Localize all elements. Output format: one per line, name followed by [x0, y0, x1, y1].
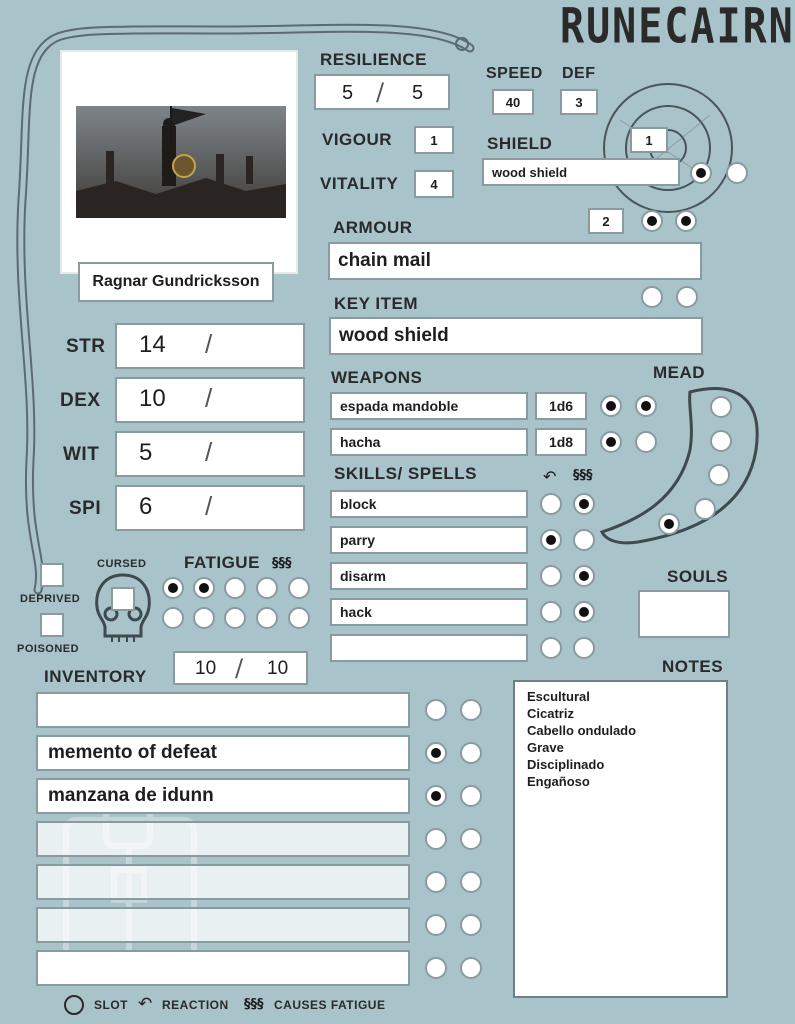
- inventory-capacity[interactable]: [173, 651, 308, 685]
- portrait-frame: [60, 50, 298, 274]
- skill-name-1[interactable]: block: [330, 490, 528, 518]
- mead-label: MEAD: [653, 363, 706, 382]
- stat-slash: /: [205, 329, 213, 359]
- legend-slot-icon: [64, 995, 84, 1015]
- legend-slot-label: SLOT: [94, 998, 128, 1012]
- souls-value[interactable]: [638, 590, 730, 638]
- weapon-name-1[interactable]: espada mandoble: [330, 392, 528, 420]
- skill-2-fatigue[interactable]: [573, 529, 595, 551]
- inventory-3-slot-2[interactable]: [460, 785, 482, 807]
- fatigue-1-4[interactable]: [256, 577, 278, 599]
- notes-line: Escultural: [527, 689, 590, 704]
- stat-label-str: STR: [66, 336, 106, 357]
- key-item-name[interactable]: wood shield: [329, 317, 703, 355]
- resilience-slash: /: [376, 78, 385, 106]
- def-value[interactable]: 3: [560, 89, 598, 115]
- vitality-value[interactable]: 4: [414, 170, 454, 198]
- skill-name-4[interactable]: hack: [330, 598, 528, 626]
- cursed-checkbox[interactable]: [111, 587, 135, 611]
- speed-value[interactable]: 40: [492, 89, 534, 115]
- inventory-item-7[interactable]: [36, 950, 410, 986]
- inventory-7-slot-2[interactable]: [460, 957, 482, 979]
- resilience-box[interactable]: [314, 74, 450, 110]
- skill-3-reaction[interactable]: [540, 565, 562, 587]
- notes-label: NOTES: [662, 657, 724, 676]
- skill-1-reaction[interactable]: [540, 493, 562, 515]
- inventory-max: 10: [267, 658, 289, 679]
- legend-reaction-label: REACTION: [162, 998, 229, 1012]
- notes-line: Cabello ondulado: [527, 723, 637, 738]
- skill-5-reaction[interactable]: [540, 637, 562, 659]
- stat-slash: /: [205, 491, 213, 521]
- inventory-slash: /: [235, 654, 244, 682]
- skill-4-fatigue[interactable]: [573, 601, 595, 623]
- resilience-current: 5: [342, 82, 354, 104]
- weapon-damage-1[interactable]: 1d6: [535, 392, 587, 420]
- inventory-item-5[interactable]: [36, 864, 410, 900]
- notes-area[interactable]: [513, 680, 728, 998]
- deprived-label: DEPRIVED: [20, 593, 81, 605]
- inventory-4-slot-1[interactable]: [425, 828, 447, 850]
- skills-label: SKILLS/ SPELLS: [334, 464, 478, 483]
- def-label: DEF: [562, 65, 596, 82]
- inventory-2-slot-2[interactable]: [460, 742, 482, 764]
- fatigue-1-2[interactable]: [193, 577, 215, 599]
- key-item-slot-1[interactable]: [641, 286, 663, 308]
- notes-line: Grave: [527, 740, 564, 755]
- inventory-item-4[interactable]: [36, 821, 410, 857]
- weapons-label: WEAPONS: [331, 368, 423, 387]
- portrait-image: [76, 106, 286, 218]
- souls-label: SOULS: [667, 567, 729, 586]
- inventory-2-slot-1[interactable]: [425, 742, 447, 764]
- inventory-item-2[interactable]: memento of defeat: [36, 735, 410, 771]
- game-title: RUNECAIRN: [560, 0, 795, 55]
- inventory-item-1[interactable]: [36, 692, 410, 728]
- vigour-value[interactable]: 1: [414, 126, 454, 154]
- shield-slot-2[interactable]: [726, 162, 748, 184]
- skill-1-fatigue[interactable]: [573, 493, 595, 515]
- mead-slot-4[interactable]: [694, 498, 716, 520]
- poisoned-checkbox[interactable]: [40, 613, 64, 637]
- fatigue-2-2[interactable]: [193, 607, 215, 629]
- armour-name[interactable]: chain mail: [328, 242, 702, 280]
- stat-value-dex: 10: [139, 385, 166, 412]
- armour-slot-2[interactable]: [675, 210, 697, 232]
- mead-horn-icon: [598, 380, 768, 550]
- stat-value-spi: 6: [139, 493, 153, 520]
- stat-slash: /: [205, 383, 213, 413]
- mead-slot-1[interactable]: [710, 396, 732, 418]
- skill-4-reaction[interactable]: [540, 601, 562, 623]
- fatigue-label-icon: §§§: [272, 556, 292, 571]
- weapon-name-2[interactable]: hacha: [330, 428, 528, 456]
- shield-name[interactable]: wood shield: [482, 158, 680, 186]
- deprived-checkbox[interactable]: [40, 563, 64, 587]
- fatigue-2-5[interactable]: [288, 607, 310, 629]
- inventory-6-slot-2[interactable]: [460, 914, 482, 936]
- inventory-5-slot-1[interactable]: [425, 871, 447, 893]
- notes-line: Cicatriz: [527, 706, 574, 721]
- inventory-1-slot-1[interactable]: [425, 699, 447, 721]
- inventory-item-3[interactable]: manzana de idunn: [36, 778, 410, 814]
- character-name[interactable]: Ragnar Gundricksson: [78, 262, 274, 302]
- armour-label: ARMOUR: [333, 218, 413, 237]
- legend-fatigue-label: CAUSES FATIGUE: [274, 998, 386, 1012]
- skill-3-fatigue[interactable]: [573, 565, 595, 587]
- stat-label-spi: SPI: [69, 498, 102, 519]
- notes-line: Disciplinado: [527, 757, 605, 772]
- inventory-3-slot-1[interactable]: [425, 785, 447, 807]
- resilience-max: 5: [412, 82, 424, 104]
- mead-slot-5[interactable]: [658, 513, 680, 535]
- fatigue-label: FATIGUE: [184, 553, 260, 572]
- fatigue-2-3[interactable]: [224, 607, 246, 629]
- stat-value-wit: 5: [139, 439, 153, 466]
- resilience-label: RESILIENCE: [320, 50, 428, 69]
- skill-2-reaction[interactable]: [540, 529, 562, 551]
- poisoned-label: POISONED: [17, 643, 80, 655]
- key-item-label: KEY ITEM: [334, 294, 418, 313]
- inventory-current: 10: [195, 658, 217, 679]
- fatigue-2-4[interactable]: [256, 607, 278, 629]
- inventory-5-slot-2[interactable]: [460, 871, 482, 893]
- inventory-7-slot-1[interactable]: [425, 957, 447, 979]
- stat-slash: /: [205, 437, 213, 467]
- stat-box-wit[interactable]: [115, 431, 305, 477]
- skill-5-fatigue[interactable]: [573, 637, 595, 659]
- skill-name-5[interactable]: [330, 634, 528, 662]
- fatigue-1-3[interactable]: [224, 577, 246, 599]
- inventory-6-slot-1[interactable]: [425, 914, 447, 936]
- armour-value[interactable]: 2: [588, 208, 624, 234]
- legend-fatigue-icon: §§§: [244, 997, 264, 1012]
- speed-label: SPEED: [486, 65, 543, 82]
- armour-slot-1[interactable]: [641, 210, 663, 232]
- fatigue-2-1[interactable]: [162, 607, 184, 629]
- stat-box-str[interactable]: [115, 323, 305, 369]
- mead-slot-2[interactable]: [710, 430, 732, 452]
- stat-label-wit: WIT: [63, 444, 100, 465]
- shield-label: SHIELD: [487, 134, 553, 153]
- shield-slot-1[interactable]: [690, 162, 712, 184]
- skill-name-3[interactable]: disarm: [330, 562, 528, 590]
- inventory-item-6[interactable]: [36, 907, 410, 943]
- stat-label-dex: DEX: [60, 390, 101, 411]
- legend-reaction-icon: ↶: [138, 994, 153, 1014]
- stat-box-dex[interactable]: [115, 377, 305, 423]
- shield-icon: [600, 80, 740, 220]
- fatigue-1-1[interactable]: [162, 577, 184, 599]
- fatigue-1-5[interactable]: [288, 577, 310, 599]
- skill-name-2[interactable]: parry: [330, 526, 528, 554]
- stat-value-str: 14: [139, 331, 166, 358]
- fatigue-header-icon: §§§: [573, 468, 593, 483]
- inventory-1-slot-2[interactable]: [460, 699, 482, 721]
- vitality-label: VITALITY: [320, 174, 399, 193]
- vigour-label: VIGOUR: [322, 130, 393, 149]
- shield-value[interactable]: 1: [630, 127, 668, 153]
- inventory-4-slot-2[interactable]: [460, 828, 482, 850]
- inventory-label: INVENTORY: [44, 667, 147, 686]
- reaction-header-icon: ↶: [543, 467, 557, 486]
- key-item-slot-2[interactable]: [676, 286, 698, 308]
- mead-slot-3[interactable]: [708, 464, 730, 486]
- cursed-label: CURSED: [97, 558, 147, 570]
- stat-box-spi[interactable]: [115, 485, 305, 531]
- notes-line: Engañoso: [527, 774, 590, 789]
- weapon-damage-2[interactable]: 1d8: [535, 428, 587, 456]
